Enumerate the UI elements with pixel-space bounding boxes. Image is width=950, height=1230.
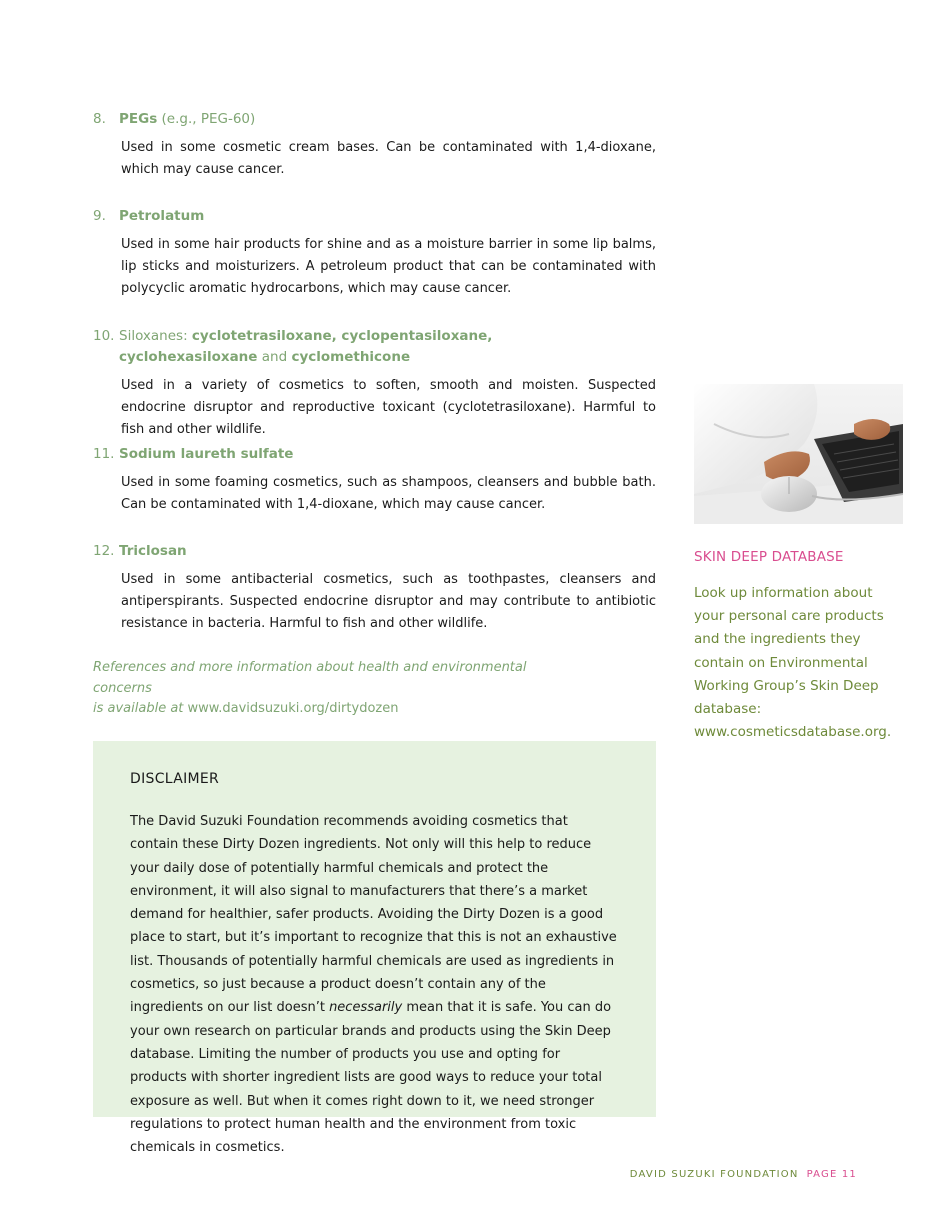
item-title-part: cyclomethicone bbox=[291, 349, 411, 365]
item-number: 11. bbox=[93, 446, 115, 462]
sidebar-link-end: . bbox=[886, 724, 892, 741]
sidebar-text bbox=[694, 582, 904, 744]
item-title: Sodium laureth sulfate bbox=[119, 446, 294, 462]
references-note bbox=[93, 658, 573, 720]
laptop-mouse-photo bbox=[694, 384, 903, 524]
item-title: Petrolatum bbox=[119, 208, 205, 224]
item-description: Used in some hair products for shine and as a moisture barrier in some lip balms, lip sticks and moisturizers. A petroleum product that can be contaminated with polycyclic aromatic hydrocarbons, which may cause cancer. bbox=[121, 237, 656, 296]
sidebar-title: SKIN DEEP DATABASE bbox=[694, 549, 844, 565]
item-title-prefix: Siloxanes: bbox=[119, 328, 192, 344]
item-title-note: (e.g., PEG-60) bbox=[157, 111, 256, 127]
item-description: Used in some foaming cosmetics, such as shampoos, cleansers and bubble bath. Can be contaminated with 1,4-dioxane, which may cause cancer. bbox=[121, 475, 656, 512]
references-line1: References and more information about health and environmental concerns bbox=[93, 660, 527, 696]
item-title: PEGs bbox=[119, 111, 158, 127]
page-footer bbox=[630, 1169, 857, 1180]
sidebar-link[interactable]: www.cosmeticsdatabase.org bbox=[694, 724, 887, 741]
item-heading bbox=[93, 444, 656, 465]
item-title-part: cyclohexasiloxane bbox=[119, 349, 258, 365]
item-title: Triclosan bbox=[119, 543, 187, 559]
list-item bbox=[93, 109, 656, 181]
disclaimer-text-part: mean that it is safe. You can do your own research on particular brands and products using the Skin Deep database. Limiting the number of products you use and opting for products with shorter ingredient lists are good ways to reduce your total exposure as well. But when it comes right down to it, we need stronger regulations to protect human health and the environment from toxic chemicals in cosmetics. bbox=[130, 1000, 612, 1156]
item-heading bbox=[93, 206, 656, 227]
page-number: PAGE 11 bbox=[806, 1169, 857, 1180]
laptop-mouse-illustration bbox=[694, 384, 903, 524]
disclaimer-text-part: The David Suzuki Foundation recommends avoiding cosmetics that contain these Dirty Dozen ingredients. Not only will this help to reduce your daily dose of potentially harmful chemicals and protect the environment, it will also signal to manufacturers that there’s a market demand for healthier, safer products. Avoiding the Dirty Dozen is a good place to start, but it’s important to recognize that this is not an exhaustive list. Thousands of potentially harmful chemicals are used as ingredients in cosmetics, so just because a product doesn’t contain any of the ingredients on our list doesn’t bbox=[130, 814, 617, 1016]
item-heading bbox=[93, 541, 656, 562]
references-line2: is available at bbox=[93, 701, 188, 716]
item-number: 12. bbox=[93, 543, 115, 559]
item-title: cyclotetrasiloxane, cyclopentasiloxane, bbox=[191, 328, 493, 344]
disclaimer-title: DISCLAIMER bbox=[130, 771, 220, 787]
list-item bbox=[93, 206, 656, 299]
disclaimer-box bbox=[93, 741, 656, 1156]
item-description: Used in a variety of cosmetics to soften, smooth and moisten. Suspected endocrine disruptor and reproductive toxicant (cyclotetrasiloxane). Harmful to fish and other wildlife. bbox=[121, 378, 656, 437]
list-item bbox=[93, 444, 656, 516]
footer-organization: DAVID SUZUKI FOUNDATION bbox=[629, 1169, 799, 1180]
item-description: Used in some antibacterial cosmetics, such as toothpastes, cleansers and antiperspirants. Suspected endocrine disruptor and may contribute to antibiotic resistance in bacteria. Harmful to fish and other wildlife. bbox=[121, 572, 656, 631]
list-item bbox=[93, 326, 656, 440]
references-link[interactable]: www.davidsuzuki.org/dirtydozen bbox=[187, 701, 399, 716]
disclaimer-text bbox=[130, 810, 619, 1159]
sidebar-description: Look up information about your personal care products and the ingredients they contain on Environmental Working Group’s Skin Deep database: bbox=[694, 585, 884, 718]
item-heading bbox=[93, 326, 656, 368]
list-item bbox=[93, 541, 656, 634]
disclaimer-emphasis: necessarily bbox=[329, 1000, 403, 1016]
item-title-and: and bbox=[257, 349, 292, 365]
item-number: 10. bbox=[93, 328, 115, 344]
item-number: 8. bbox=[93, 111, 106, 127]
item-heading bbox=[93, 109, 656, 130]
item-number: 9. bbox=[93, 208, 106, 224]
item-description: Used in some cosmetic cream bases. Can be contaminated with 1,4-dioxane, which may cause cancer. bbox=[121, 140, 656, 177]
